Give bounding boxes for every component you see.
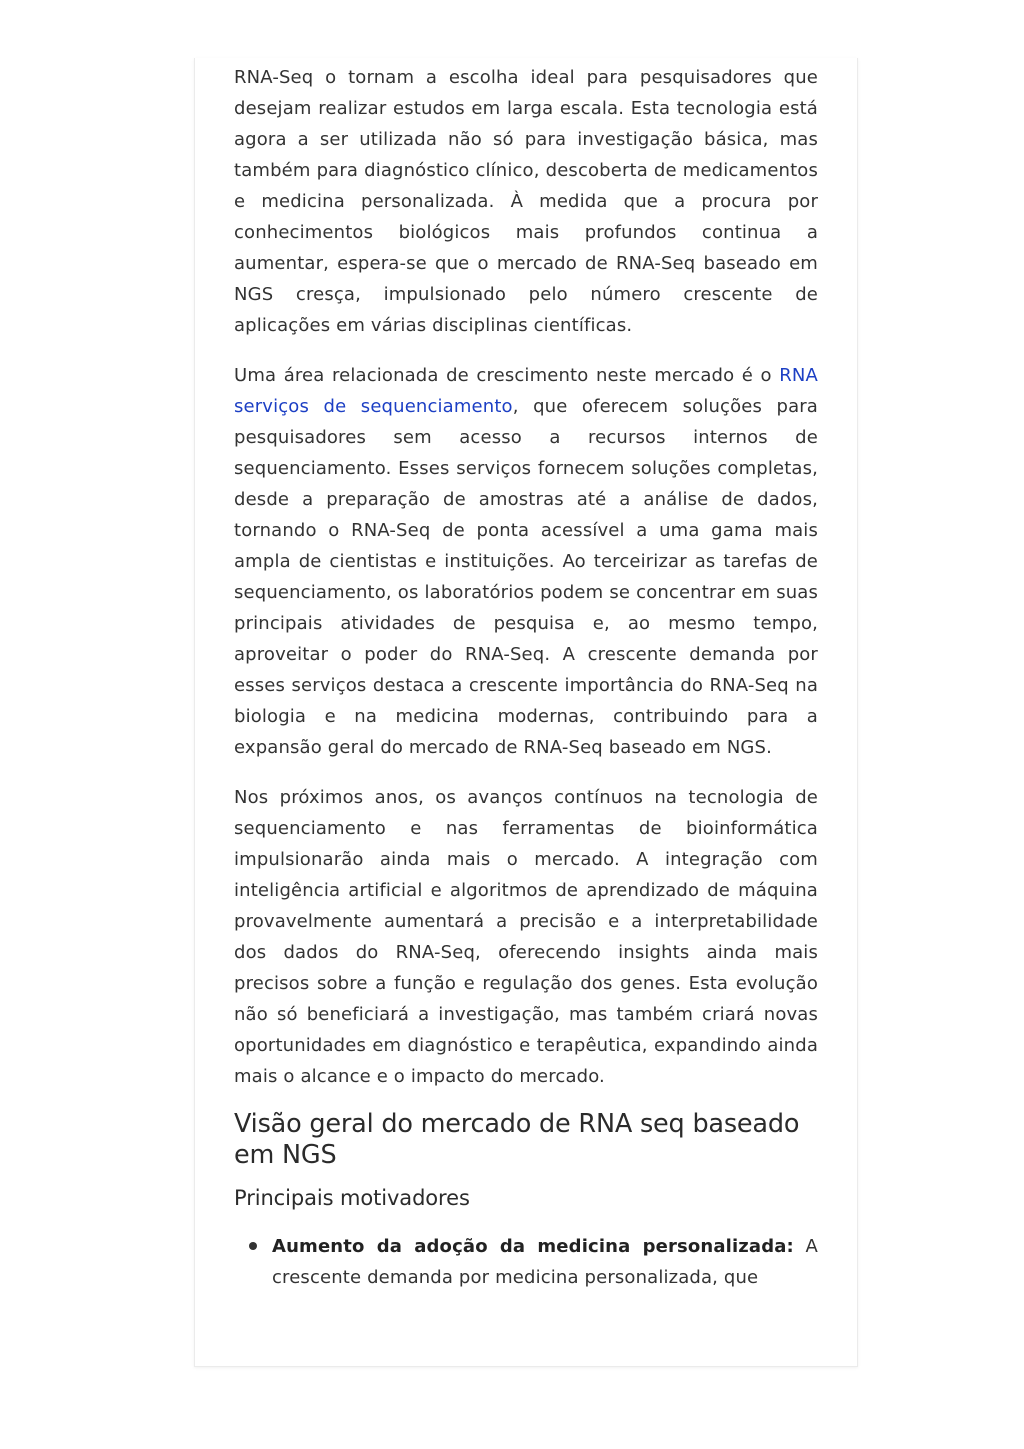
paragraph-rna-seq-ideal: RNA-Seq o tornam a escolha ideal para pesquisadores que desejam realizar estudos em larga escala. Esta tecnologia está agora a ser utilizada não só para investigação básica, mas também para diagnóstico clínico, descoberta de medicamentos e medicina personalizada. À medida que a procura por conhecimentos biológicos mais profundos continua a aumentar, espera-se que o mercado de RNA-Seq baseado em NGS cresça, impulsionado pelo número crescente de aplicações em várias disciplinas científicas. [234, 67, 818, 336]
list-item [272, 1231, 818, 1293]
rna-sequencing-services-link[interactable]: RNA serviços de sequenciamento [234, 365, 818, 417]
subheading: Principais motivadores [234, 1186, 470, 1210]
section-heading: Visão geral do mercado de RNA seq baseado em NGS [234, 1109, 800, 1170]
document-page [194, 58, 858, 1367]
paragraph-text-before-link: Uma área relacionada de crescimento neste mercado é o [234, 365, 780, 386]
paragraph-text-after-link: , que oferecem soluções para pesquisadores sem acesso a recursos internos de sequenciamento. Esses serviços fornecem soluções completas, desde a preparação de amostras até a análise de dados, tornando o RNA-Seq de ponta acessível a uma gama mais ampla de cientistas e instituições. Ao terceirizar as tarefas de sequenciamento, os laboratórios podem se concentrar em suas principais atividades de pesquisa e, ao mesmo tempo, aproveitar o poder do RNA-Seq. A crescente demanda por esses serviços destaca a crescente importância do RNA-Seq na biologia e na medicina modernas, contribuindo para a expansão geral do mercado de RNA-Seq baseado em NGS. [234, 396, 818, 758]
paragraph-future-advances: Nos próximos anos, os avanços contínuos na tecnologia de sequenciamento e nas ferramentas de bioinformática impulsionarão ainda mais o mercado. A integração com inteligência artificial e algoritmos de aprendizado de máquina provavelmente aumentará a precisão e a interpretabilidade dos dados do RNA-Seq, oferecendo insights ainda mais precisos sobre a função e regulação dos genes. Esta evolução não só beneficiará a investigação, mas também criará novas oportunidades em diagnóstico e terapêutica, expandindo ainda mais o alcance e o impacto do mercado. [234, 787, 818, 1087]
paragraph-sequencing-services [234, 360, 818, 763]
bullet-icon [249, 1242, 257, 1250]
drivers-list [234, 1231, 818, 1293]
list-item-bold-label: Aumento da adoção da medicina personalizada: [272, 1236, 794, 1257]
list-item-text: A crescente demanda por medicina personalizada, que [272, 1236, 819, 1288]
